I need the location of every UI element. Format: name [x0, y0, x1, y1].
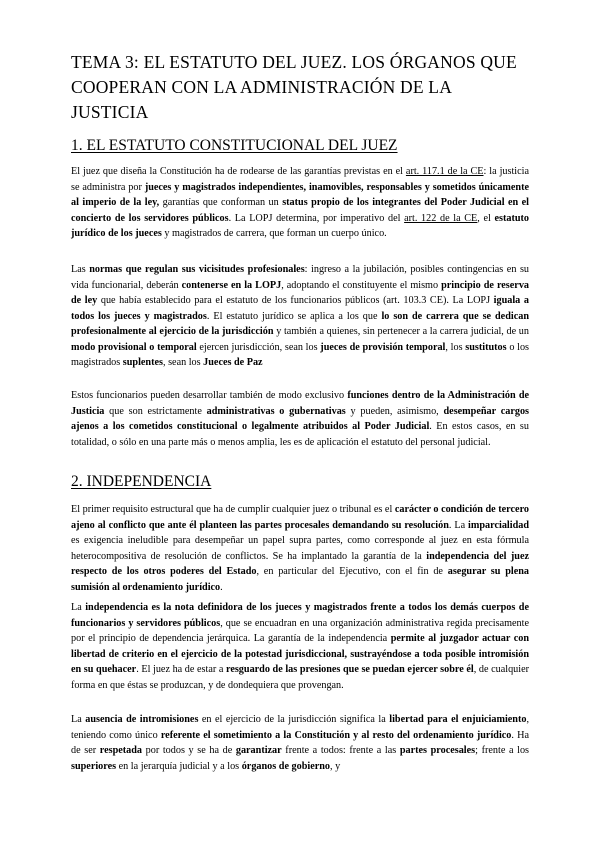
section-heading-estatuto: 1. EL ESTATUTO CONSTITUCIONAL DEL JUEZ: [71, 137, 398, 154]
article-link-117: art. 117.1 de la CE: [405, 166, 484, 177]
document-title: TEMA 3: EL ESTATUTO DEL JUEZ. LOS ÓRGANOS QUE COOPERAN CON LA ADMINISTRACIÓN DE LA JUSTICIA: [71, 52, 517, 122]
paragraph-independencia-1: El primer requisito estructural que ha de cumplir cualquier juez o tribunal es el carácter o condición de tercero ajeno al conflicto que ante él planteen las partes procesales demandando su resolución. La imparcialidad es exigencia ineludible para desempeñar un papel supra partes, como corresponde al juez en esta fórmula heterocompositiva de resolución de conflictos. Se ha implantado la garantía de la independencia del juez respecto de los otros poderes del Estado, en particular del Ejecutivo, con el fin de asegurar su plena sumisión al ordenamiento jurídico.: [71, 504, 529, 593]
section-heading-independencia: 2. INDEPENDENCIA: [71, 473, 212, 490]
paragraph-independencia-3: La ausencia de intromisiones en el ejercicio de la jurisdicción significa la libertad para el enjuiciamiento, teniendo como único referente el sometimiento a la Constitución y al resto del ordenamiento jurídico. Ha de ser respetada por todos y se ha de garantizar frente a todos: frente a las partes procesales; frente a los superiores en la jerarquía judicial y a los órganos de gobierno, y: [71, 714, 530, 772]
paragraph-estatuto-1: El juez que diseña la Constitución ha de rodearse de las garantías previstas en el art. 117.1 de la CE: la justicia se administra por jueces y magistrados independientes, inamovibles, responsables y sometidos únicamente al imperio de la ley, garantías que conforman un status propio de los integrantes del Poder Judicial en el concierto de los servidores públicos. La LOPJ determina, por imperativo del art. 122 de la CE, el estatuto jurídico de los jueces y magistrados de carrera, que forman un cuerpo único.: [71, 166, 530, 239]
paragraph-estatuto-3: Estos funcionarios pueden desarrollar también de modo exclusivo funciones dentro de la Administración de Justicia que son estrictamente administrativas o gubernativas y pueden, asimismo, desempeñar cargos ajenos a los cometidos constitucional o legalmente atribuidos al Poder Judicial. En estos casos, en su totalidad, o sólo en una parte más o menos amplia, les es de aplicación el estatuto del personal judicial.: [71, 390, 530, 448]
paragraph-estatuto-2: Las normas que regulan sus vicisitudes profesionales: ingreso a la jubilación, posibles contingencias en su vida funcionarial, deberán contenerse en la LOPJ, adoptando el constituyente el mismo principio de reserva de ley que había establecido para el estatuto de los funcionarios públicos (art. 103.3 CE). La LOPJ iguala a todos los jueces y magistrados. El estatuto jurídico se aplica a los que lo son de carrera que se dedican profesionalmente al ejercicio de la jurisdicción y también a quienes, sin pertenecer a la carrera judicial, de un modo provisional o temporal ejercen jurisdicción, sean los jueces de provisión temporal, los sustitutos o los magistrados suplentes, sean los Jueces de Paz: [71, 264, 530, 368]
article-link-122: art. 122 de la CE: [404, 212, 478, 224]
paragraph-independencia-2: La independencia es la nota definidora de los jueces y magistrados frente a todos los demás cuerpos de funcionarios y servidores públicos, que se encuadran en una organización administrativa regida precisamente por el principio de dependencia jerárquica. La garantía de la independencia permite al juzgador actuar con libertad de criterio en el ejercicio de la potestad jurisdiccional, sustrayéndose a toda posible intromisión en su quehacer. El juez ha de estar a resguardo de las presiones que se puedan ejercer sobre él, de cualquier forma en que éstas se produzcan, y de dondequiera que provengan.: [71, 602, 530, 691]
